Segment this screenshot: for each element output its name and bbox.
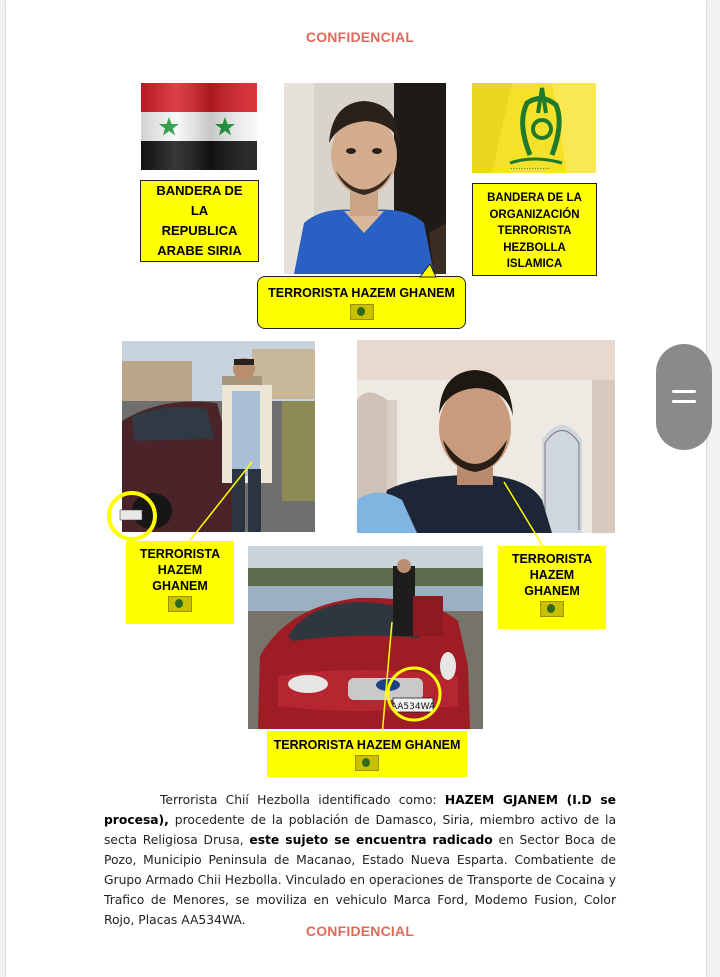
syria-label-line: BANDERA DE [156,183,243,198]
confidential-footer: CONFIDENCIAL [305,923,415,939]
syria-label-line: LA [190,203,209,218]
hezbollah-flag-icon [168,596,192,612]
hezbollah-flag-icon [350,304,374,320]
subject-name: HAZEM GJANEM (I.D se procesa), [104,793,616,827]
hezbollah-label-line: HEZBOLLA [503,241,566,254]
syria-label-line: ARABE SIRIA [157,243,242,258]
caption-line: HAZEM [529,568,575,582]
svg-text:⋯⋯⋯⋯⋯: ⋯⋯⋯⋯⋯ [510,164,550,173]
syria-label-line: REPUBLICA [161,223,238,238]
caption-pointer [418,264,438,278]
left-photo-caption [126,541,234,624]
car-caption [267,731,467,777]
pointer-line-car [376,620,396,740]
hezbollah-flag [472,83,596,173]
paragraph-intro: Terrorista Chií Hezbolla identificado como: [160,793,445,807]
handle-grip-line [672,400,696,403]
handle-grip-line [672,390,696,393]
hezbollah-label-line: BANDERA DE LA [487,192,582,204]
confidential-header: CONFIDENCIAL [305,29,415,45]
hezbollah-flag-label [472,183,597,276]
paragraph-text: procedente de la población de Damasco, Siria, miembro activo de la secta Religiosa Drusa, [104,813,616,847]
red-car-photo [248,546,483,729]
caption-line: GHANEM [524,584,580,598]
caption-line: GHANEM [152,579,208,593]
caption-line: TERRORISTA [139,547,221,561]
syria-flag [141,83,257,170]
paragraph-emphasis: este sujeto se encuentra radicado [249,833,493,847]
portrait-caption-text: TERRORISTA HAZEM GHANEM [268,286,455,300]
portrait-caption [257,276,466,329]
portrait-photo [284,83,446,274]
identification-paragraph [104,790,616,930]
hezbollah-label-line: TERRORISTA [497,225,572,237]
license-plate-text: AA534WA [390,702,436,712]
caption-line: HAZEM [157,563,203,577]
selfie-photo [357,340,615,533]
paragraph-text: en Sector Boca de Pozo, Municipio Peninsula de Macanao, Estado Nueva Esparta. Combatiente de Grupo Armado Chii Hezbolla. Vinculado en operaciones de Transporte de Cocaina y Trafico de Menores, se moviliza en vehiculo Marca Ford, Modemo Fusion, Color Rojo, Placas AA534WA. [104,833,616,927]
caption-line: TERRORISTA [511,552,593,566]
hezbollah-flag-icon [355,755,379,771]
hezbollah-flag-icon [540,601,564,617]
scroll-handle[interactable] [656,344,712,450]
syria-flag-label [140,180,259,262]
hezbollah-label-line: ISLAMICA [506,258,563,270]
pointer-line-left [180,460,260,550]
license-plate-highlight-circle [104,486,164,546]
right-photo-caption [498,546,606,629]
car-caption-text: TERRORISTA HAZEM GHANEM [273,738,461,752]
hezbollah-label-line: ORGANIZACIÓN [489,208,580,221]
